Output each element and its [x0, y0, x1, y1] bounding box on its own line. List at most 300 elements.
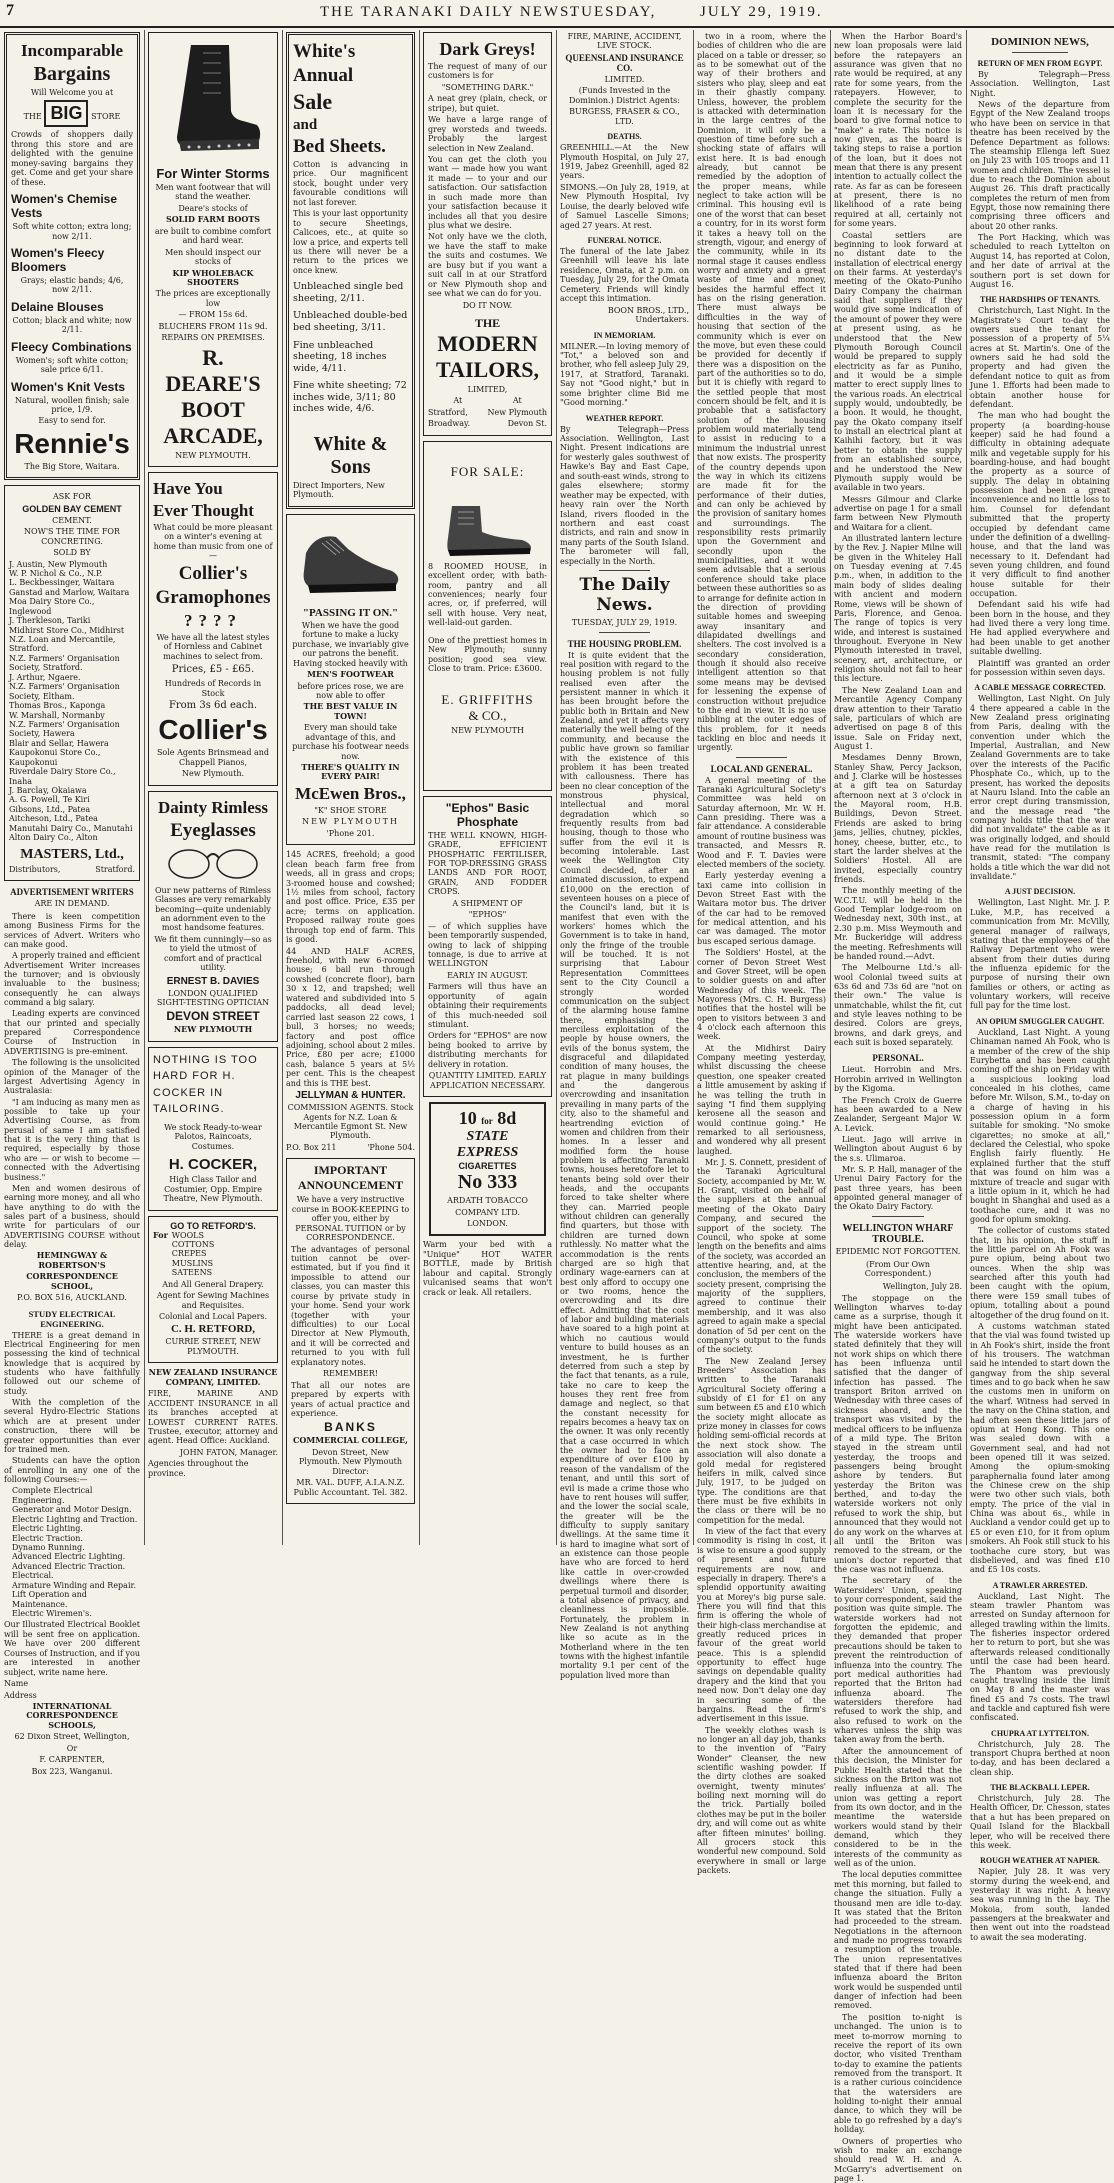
ics-footer: INTERNATIONAL CORRESPONDENCE SCHOOLS, — [26, 1700, 118, 1730]
ephos-advert — [423, 796, 552, 1097]
mcewen-text: Every man should take advantage of this, and purchase his footwear needs now. — [292, 723, 409, 761]
news-paragraph: The position to-night is unchanged. The union is to meet to-morrow morning to receive the report of its own doctor, who visited Trentham to-day to examine the patients removed from the transport. It is a rather curious coincidence that the watersiders are holding to-night their annual dance, to which they will be able to go refreshed by a day's holiday. — [834, 2012, 962, 2135]
retford-name: C. H. RETFORD, — [170, 1323, 256, 1336]
advert-writers-article — [4, 887, 140, 1303]
ephos-shipment: A SHIPMENT OF — [452, 898, 523, 908]
news-paragraph: The weekly clothes wash is no longer an all day job, thanks to the invention of "Fairy Wonder" Cleanser, the new scientific washing powder. If the dirty clothes are soaked overnight, twenty minutes' boiling next morning will do the trick. Partially boiled clothes may be put in the boiler dry, and will come out as white after fifteen minutes' boiling. All grocers stock this wonderful new compound. Sold everywhere in small or large packets. — [697, 1725, 826, 1875]
griffiths-item: One of the prettiest homes in New Plymouth; sunny position; good sea view. Close to tram. Price: £3600. — [428, 635, 547, 674]
mcewen-product: MEN'S FOOTWEAR — [307, 669, 394, 680]
article-close: Our Illustrated Electrical Booklet will be sent free on application. We have over 200 different Courses of Instruction, and if you are interested in another subject, write name here. — [4, 1620, 140, 1677]
retford-item: COTTONS — [171, 1239, 215, 1249]
rennie-item-text: Natural, woollen finish; sale price, 1/9. — [14, 395, 130, 414]
column-rule — [282, 30, 283, 1545]
column-2 — [148, 30, 278, 1545]
white-text: Cotton is advancing in price. Our magnificent stock, bought under very favourable conditions will not last forever. — [293, 160, 408, 207]
course-item: Electrical. — [12, 1571, 54, 1581]
news-paragraph: The man who had bought the property (a boarding-house keeper) said he had found a difficulty in obtaining adequate milk and vegetable supply for his boarding-house, and had bought the property as a source of supply. The delay in obtaining possession had been a great inconvenience and no little loss to him. Counsel for defendant submitted that the property occupied by defendant came under the definition of a dwelling-house, and that the land was necessary to it. Defendant had seven young children, and found it very difficult to find another house suitable for their occupation. — [970, 411, 1110, 599]
jellyman-phone: 'Phone 504. — [367, 1142, 415, 1152]
personal-heading: PERSONAL. — [872, 1053, 924, 1064]
rennie-item-text: Women's; soft white cotton; sale price 6/11. — [15, 355, 129, 375]
divider — [736, 757, 788, 758]
colliers-prices: Prices, £5 - £65. — [171, 664, 255, 676]
colliers-product: Gramophones — [155, 586, 271, 608]
mcewen-passing: "PASSING IT ON." — [302, 606, 399, 619]
state-express-advert — [429, 1102, 546, 1236]
white-title: Sale — [293, 89, 333, 114]
retford-advert — [148, 1216, 278, 1364]
retford-item: WOOLS — [171, 1230, 204, 1240]
eyeglasses-illustration — [163, 846, 263, 882]
mcewen-best: THE BEST VALUE IN TOWN! — [303, 701, 398, 721]
agent-item: J. Barclay, Okaiawa — [9, 786, 87, 795]
news-paragraph: Wellington, Last Night. On July 4 there appeared a cable in the New Zealand press originating from Paris, dealing with the convention under which the Imperial, Australian, and New Zealand Governments are to take over the interests of the Pacific Phosphate Co., which, up to the present, has worked the deposits at Nauru Island. Into the cable an error crept during transmission, and the message read "the company holds title that the war did not invalidate" the cable as it was originally lodged, and should have read for the mutilation is transmit, stated: "The company holds a title which the war did not invalidate." — [970, 694, 1110, 882]
section-heading: A TRAWLER ARRESTED. — [992, 1580, 1088, 1590]
white-price: Fine white sheeting; 72 inches wide, 3/11; 80 inches wide, 4/6. — [293, 380, 407, 415]
article-subtitle: ARE IN DEMAND. — [34, 899, 110, 909]
course-item: Generator and Motor Design. — [12, 1505, 132, 1515]
article-paragraph: Students can have the option of enrolling in any one of the following Courses:— — [4, 1456, 140, 1484]
column-6 — [697, 30, 826, 1875]
white-price: Unbleached single bed sheeting, 2/11. — [293, 281, 404, 304]
cocker-text: We stock Ready-to-wear Palotos, Raincoats, Costumes. — [164, 1122, 262, 1151]
retford-for: For — [153, 1229, 168, 1240]
personal-item: Lieut. Horrobin and Mrs. Horrobin arrived in Wellington by the Kigoma. — [834, 1065, 962, 1094]
agent-item: N.Z. Farmers' Organisation Society, Stratford. — [9, 653, 120, 673]
mcewen-shop: "K" SHOE STORE — [314, 805, 387, 815]
jellyman-po: P.O. Box 211 — [286, 1142, 337, 1152]
insurance-text: FIRE, MARINE AND ACCIDENT INSURANCE in all its branches accepted at LOWEST CURRENT RATES. Trustee, executor, attorney and agent. Head Office: Auckland. — [148, 1389, 278, 1446]
cig-price-1: 10 — [458, 1108, 477, 1129]
editorial-paragraph: It is quite evident that the real position with regard to the housing problem is not fully realised even after the persistent manner in which it has been brought before the public both in Britain and New Zealand, and yet it affects very materially the well being of the community, and because the public have grown so familiar with the existence of this problem it has been treated with callousness. There has been no clear conception of the monstrous physical, intellectual and moral degradation which so frequently results from bad housing, though to those who suffer from the evil it is becoming intolerable. Last week the Wellington City Council decided, after an animated discussion, to expend £10,000 on the erection of seventeen houses on a piece of the Council's land, but it is manifest that even with the workers' homes which the Government is to take in hand, only the fringe of the trouble will be touched. It is not surprising that Labour Representation Committees sent to the City Council a strongly worded communication on the subject of the alarming house famine there, emphasising the merciless exploitation of the people by house owners, the evils of the bonus system, the disgraceful and dilapidated condition of many houses, the rat plague in many buildings and the dangerous overcrowding and insanitation prevailing in many parts of the city, also to the shameful and heartrending eviction of women and children from their homes. In a lesser and modified form the house problem is affecting Taranaki towns, houses heretofore let to tenants being sold over their heads, and the occupants forced to take shelter where they can. Married people without children can generally find quarters, but those with children are turned down ruthlessly. No matter what the accommodation is the rents charged are so high that ordinary wage-earners can at best only afford to occupy one or two rooms, hence the overcrowding and its dire effect. Admitting that the cost of labor and building materials have soared to a high point at which no cautious would venture to build houses as an investment, he is further deterred from such a step by the fact that tenants, as a rule, take no care to keep the houses they rent free from damage and neglect, so that the constant necessity for repairs becomes a heavy tax on the owner. It was only recently that a case occurred in which the owner had to face an expenditure of over £100 by reason of the vandalism of the tenant, and until this sort of evil is made a crime those who have to rent houses will suffer, and the lower the social scale, the greater will be the difficulty to supply sanitary dwellings. At the same time it is hard to imagine what sort of an existence can those people have who are forced to herd like cattle in over-crowded dwellings where there is perpetual turmoil and disorder, a total absence of privacy, and cleanliness is impossible. Fortunately, the problem in New Zealand is not anything like so acute as in the Motherland where in the ten towns with the highest infantile mortality 9.1 per cent of the population lived more than — [560, 650, 689, 1680]
editorial-heading: THE HOUSING PROBLEM. — [567, 638, 682, 649]
agent-item: Ganstad and Marlow, Waitara — [9, 587, 130, 597]
column-7 — [834, 30, 962, 2183]
white-price: Unbleached double-bed bed sheeting, 3/11. — [293, 310, 408, 333]
school-address: P.O. BOX 516, AUCKLAND. — [17, 1293, 127, 1303]
deaths-list — [560, 143, 689, 230]
white-title: Annual — [293, 65, 354, 86]
banks-director: MR. VAL. DUFF, A.I.A.N.Z. Public Accountant. Tel. 382. — [293, 1478, 408, 1497]
modern-title: Dark Greys! — [439, 39, 536, 59]
masters-agent-list — [9, 560, 135, 843]
deaths-heading: DEATHS. — [607, 132, 642, 142]
column-3 — [286, 30, 415, 1545]
agent-item: J. Therkleson, Tariki — [9, 616, 91, 626]
memoriam-heading: IN MEMORIAM. — [593, 330, 656, 340]
section-heading: ROUGH WEATHER AT NAPIER. — [980, 1856, 1100, 1866]
agent-item: Gibsons, Ltd., Patea — [9, 804, 91, 814]
davies-street: DEVON STREET — [166, 1009, 260, 1024]
jellyman-name: JELLYMAN & HUNTER. — [295, 1090, 406, 1102]
retford-address: CURRIE STREET, NEW PLYMOUTH. — [165, 1337, 261, 1356]
agent-item: Blair and Sellar, Hawera — [9, 738, 109, 748]
dominion-news-body — [970, 59, 1110, 1942]
rennie-item-title: Women's Chemise Vests — [11, 192, 117, 221]
modern-loc: Broadway. — [428, 419, 471, 429]
deare-name: BOOT — [181, 396, 245, 422]
news-paragraph: The New Zealand Jersey Breeders' Association has written to the Taranaki Agricultural Society offering a subsidy of £1 for £1 on any sum between £5 and £10 which the society might allocate as prize money in classes for cows holding semi-official records at the next stock show. The association will also donate a gold medal for registered heifers in milk, calved since July, 1917, to be judged on type. The conditions are that there must be five exhibits in the class or there will be no competition for the medal. — [697, 1356, 826, 1525]
article-paragraph: Men and women desirous of earning more money, and all who have anything to do with the sales part of a business, should write for particulars of our ADVERTISING COURSE without delay. — [4, 1183, 140, 1250]
column-rule — [144, 30, 145, 1545]
course-item: Electric Lighting. — [12, 1524, 83, 1534]
column-rule — [419, 30, 420, 1545]
electrical-article — [4, 1309, 140, 1776]
news-paragraph: Napier, July 28. It was very stormy during the week-end, and yesterday it was right. A heavy sea was running in the bay. The Mokoia, from south, landed passengers at the breakwater and then went out into the roadstead to await the sea moderating. — [970, 1867, 1110, 1942]
news-paragraph: Plaintiff was granted an order for possession within seven days. — [970, 658, 1110, 677]
masters-time: NOW'S THE TIME FOR CONCRETING. — [24, 527, 120, 546]
davies-name: ERNEST B. DAVIES — [166, 975, 260, 987]
divider — [1012, 52, 1068, 53]
big-store-big: BIG — [44, 100, 88, 127]
deare-product: KIP WHOLEBACK SHOOTERS — [172, 267, 254, 287]
funeral-notice: The funeral of the late Jabez Greenhill will leave his late residence, Omata, at 2 p.m. on Tuesday, July 29, for the Omata Cemetery. Friends will kindly accept this intimation. — [560, 247, 689, 304]
weather-report: By Telegraph—Press Association. Wellington, Last Night. Present indications are for westerly gales southwest of Hawke's Bay and East Cape, and south-east winds, strong to gales elsewhere; stormy weather may be expected, with heavy rain over the North Island, rivers flooded in the northern and east coast districts, and rain and snow in many parts of the South Island. The barometer will fall, especially in the North. — [560, 424, 689, 566]
mcewen-quality: THERE'S QUALITY IN EVERY PAIR! — [301, 762, 400, 782]
cocker-name: H. COCKER, — [168, 1156, 258, 1174]
colliers-text: What could be more pleasant on a winter's evening at home than music from one of— — [153, 523, 273, 561]
modern-loc-row — [428, 408, 547, 417]
name-label: Name — [4, 1679, 29, 1689]
news-paragraph: Mr. J. S. Connett, president of the Taranaki Agricultural Society, accompanied by Mr. W. H. Grant, visited on behalf of the suppliers at the annual meeting of the Okato Dairy Company, and secured the support of the society. The Council, who spoke at some length on the benefits and aims of the society, was accorded an attentive hearing, and, at the conclusion, the members of the society present, comprising the majority of the suppliers, agreed to continue their membership, and it was also agreed to again make a special donation of 5d per cent on the company's output to the funds of the society. — [697, 1158, 826, 1355]
column-5 — [560, 30, 689, 1680]
jellyman-advert — [286, 850, 415, 1152]
course-item: Electric Traction. — [12, 1533, 83, 1543]
news-paragraph: Owners of properties who wish to make an exchange should read W. H. and A. McGarry's advertisement on page 1. — [834, 2136, 962, 2183]
death-notice: GREENHILL.—At the New Plymouth Hospital, on July 27, 1919, Jabez Greenhill, aged 82 years. — [560, 143, 689, 181]
masters-sub-left: Distributors, — [9, 864, 61, 874]
course-item: Armature Winding and Repair. — [12, 1580, 136, 1590]
queensland-funds: (Funds Invested in the Dominion.) District Agents: — [569, 86, 680, 105]
griffiths-name: E. GRIFFITHS — [441, 691, 534, 707]
rennie-item-text: Cotton; black and white; now 2/11. — [12, 315, 132, 335]
retford-item: MUSLINS — [171, 1258, 214, 1268]
colliers-title: Ever Thought — [153, 501, 254, 520]
personal-item: The French Croix de Guerre has been awarded to a New Zealander, Sergeant Major W. A. Levick. — [834, 1095, 962, 1133]
masthead — [0, 0, 1114, 28]
course-item: Advanced Electric Lighting. — [12, 1552, 126, 1562]
news-paragraph: Early yesterday evening a taxi came into collision in Devon Street East with the Waitara motor bus. The driver of the car had to be removed for medical attention, and his car was damaged. The motor bus escaped serious damage. — [697, 871, 826, 946]
davies-town: NEW PLYMOUTH — [173, 1024, 253, 1035]
deare-town: NEW PLYMOUTH. — [175, 450, 251, 460]
mcewen-town: NEW PLYMOUTH — [302, 817, 399, 827]
insurance-title: NEW ZEALAND INSURANCE COMPANY, LIMITED. — [148, 1367, 278, 1387]
ephos-text: QUANTITY LIMITED. EARLY APPLICATION NECESSARY. — [428, 1071, 547, 1090]
agent-item: N.Z. Farmers' Organisation Society, Hawera — [9, 719, 120, 739]
agent-item: Alton Dairy Co., Alton — [9, 833, 98, 843]
rennie-headline-2: Bargains — [33, 63, 111, 85]
mcewen-name: McEwen Bros., — [295, 783, 406, 803]
masters-sub — [9, 865, 135, 874]
agent-item: W. Marshall, Normanby — [9, 710, 105, 720]
ephos-text: Farmers will thus have an opportunity of again obtaining their requirements of this much-needed soil stimulant. — [428, 982, 547, 1029]
news-paragraph: Mesdames Denny Brown, Stanley Shaw, Percy Jackson, and J. Clarke will be hostesses at a gift tea on Saturday afternoon next at 3 o'clock in the Mayoral room, H.B. Buildings, Devon Street. Friends are asked to bring jams, jellies, chutney, pickles, honey, cheese, butter, etc., to start the larder shelves at the Soldiers' Hostel. All are invited, especially country friends. — [834, 753, 962, 884]
news-paragraph: Wellington, Last Night. Mr. J. P. Luke, M.P., has received a communication from Mr. McVilly, general manager of railways, stating that the employees of the Railway Department who were absent from their duties during the influenza epidemic for the purpose of nursing their own families or others, or acting as voluntary workers, will receive full pay for the time lost. — [970, 898, 1110, 1011]
wharf-subheading: EPIDEMIC NOT FORGOTTEN. — [835, 1246, 961, 1256]
colliers-text: We have all the latest styles of Hornless and Cabinet machines to select from. — [156, 632, 270, 661]
editorial-continuation — [697, 32, 826, 753]
deare-title: For Winter Storms — [156, 166, 270, 181]
section-heading: THE BLACKBALL LEPER. — [990, 1783, 1090, 1793]
griffiths-item: 8 ROOMED HOUSE, in excellent order, with bath-room, pantry and all conveniences; nearly four acres, or, if preferred, will sell with house. Very neat, well-laid-out garden. — [428, 561, 547, 628]
nz-insurance-advert — [148, 1368, 278, 1478]
local-general-heading: LOCAL AND GENERAL. — [710, 763, 813, 774]
deare-line: Men should inspect our stocks of — [165, 247, 261, 267]
agent-item: Manutahi Dairy Co., Manutahi — [9, 823, 133, 833]
agent-item: J. Arthur, Ngaere. — [9, 672, 81, 682]
masters-ask: ASK FOR — [53, 492, 91, 502]
colliers-product: Collier's — [178, 562, 248, 584]
column-rule — [693, 30, 694, 1545]
big-store-word: STORE — [91, 112, 121, 122]
colliers-name: Collier's — [158, 714, 268, 746]
dominion-news-heading: DOMINION NEWS, — [991, 36, 1089, 48]
banks-title: ANNOUNCEMENT — [297, 1178, 404, 1193]
masters-product: GOLDEN BAY CEMENT — [22, 503, 122, 514]
modern-loc: Devon St. — [507, 419, 547, 429]
white-title: and — [293, 117, 318, 133]
davies-advert — [148, 791, 278, 1042]
rennie-name: Rennie's — [14, 427, 130, 459]
ics-footer: 62 Dixon Street, Wellington, — [14, 1732, 130, 1742]
mcewen-advert — [286, 514, 415, 845]
masters-sold-by: SOLD BY — [53, 548, 91, 558]
news-paragraph: The Port Hacking, which was scheduled to reach Lyttelton on August 14, has reported at Colon, and her date of arrival at the southern port is set down for August 16. — [970, 233, 1110, 289]
news-paragraph: Messrs Gilmour and Clarke advertise on page 1 for a small farm between New Plymouth and Waitara for a client. — [834, 494, 962, 532]
rennie-item-text: Soft white cotton; extra long; now 2/11. — [12, 222, 132, 241]
retford-item: SATEENS — [171, 1268, 213, 1278]
article-paragraph: A properly trained and efficient Advertisement Writer increases the turnover; and is obviously invaluable to the business; consequently he can always command a big salary. — [4, 951, 141, 1008]
jellyman-contact — [286, 1143, 415, 1152]
news-paragraph: Defendant said his wife had been born in the house, and they had lived there a very long time. He had applied everywhere and had been unable to get another suitable dwelling. — [970, 600, 1110, 657]
article-title: STUDY ELECTRICAL ENGINEERING. — [28, 1308, 116, 1329]
davies-qual: LONDON QUALIFIED SIGHT-TESTING OPTICIAN — [156, 988, 270, 1007]
section-heading: THE HARDSHIPS OF TENANTS. — [979, 295, 1101, 305]
ephos-shipment: "EPHOS" — [468, 910, 507, 920]
agent-item: Midhirst Store Co., Midhirst — [9, 625, 125, 635]
masters-name: MASTERS, Ltd., — [20, 846, 124, 862]
editorial-date: TUESDAY, JULY 29, 1919. — [571, 618, 678, 628]
news-paragraph: The monthly meeting of the W.C.T.U. will be held in the Good Templar lodge-room on Wednesday next, 30th inst., at 2.30 p.m. Miss Weymouth and Mr. Buckeridge will address the meeting. Refreshments will be handed round.—Advt. — [834, 886, 962, 961]
griffiths-for-sale: FOR SALE: — [450, 463, 525, 479]
modern-limited: LIMITED, — [467, 384, 508, 394]
news-paragraph: A customs watchman stated that the vial was found twisted up in Ah Fook's shirt, inside the front of his trousers. The watchman said he intended to start down the gangway from the ship several times and to go back when he saw the customs men in uniform on the wharf. Witness had served in the navy on the China station, and had often seen these little jars of opium at Hong Kong. This one was sealed down with a Government seal, and had not been opened till it was seized. Among the opium-smoking paraphernalia found later among the Chinese crew on the ship were two other such vials, both empty. The price of the vial in China was about 6s., while in Auckland a vendor could get up to £5 or even £10, for it from opium smokers. Ah Fook still stuck to his toothache cure story, but was disbelieved, and was fined £10 and £5 10s costs. — [970, 1321, 1110, 1575]
agent-item: L. Beckbessinger, Waitara — [9, 578, 115, 588]
mcewen-text: before prices rose, we are now able to offer — [297, 681, 404, 700]
rennie-item-title: Women's Knit Vests — [11, 379, 125, 394]
section-heading: CHUPRA AT LYTTELTON. — [991, 1728, 1089, 1738]
course-item: Electric Lighting and Traction. — [12, 1514, 138, 1524]
column-8 — [970, 30, 1110, 1942]
modern-text: A neat grey (plain, check, or stripe), but quiet. — [428, 94, 547, 113]
news-paragraph: A general meeting of the Taranaki Agricultural Society's Committee was held on Saturday afternoon, Mr. W. H. Cann presiding. There was a fair attendance. A considerable amount of routine business was transacted, and Messrs R. Wood and F. T. Davies were elected members of the society. — [697, 775, 826, 869]
mcewen-text: When we have the good fortune to make a lucky purchase, we invariably give our patrons the benefit. Having stocked heavily with — [292, 620, 409, 668]
news-paragraph: The Soldiers' Hostel, at the corner of Devon Street West and Gover Street, will be open to soldier guests on and after Wednesday of this week. The Mayoress (Mrs. C. H. Burgess) notifies that the hostel will be open to visitors between 3 and 4 o'clock each afternoon this week. — [697, 948, 826, 1042]
banks-title: IMPORTANT — [313, 1163, 388, 1178]
ephos-text: Orders for "EPHOS" are now being booked to arrive by distributing merchants for delivery in rotation. — [428, 1031, 547, 1069]
rennie-advert — [4, 32, 140, 480]
funeral-sign: BOON BROS., LTD., Undertakers. — [607, 305, 689, 325]
section-heading: A CABLE MESSAGE CORRECTED. — [974, 683, 1106, 693]
news-paragraph: Auckland, Last Night. A young Chinaman named Ah Fook, who is a member of the crew of the ship Eurybetta and has been caught coming off the ship on Friday with a suspicious looking load concealed in his clothes, came before Mr. Wilson, S.M., to-day on a charge of having in his possession opium in a form suitable for smoking. "No smoke cigarettes; no smoke at all," declared the Celestial, who spoke English fairly fluently. He explained further that the stuff that was found on him was a mixture of treacle and sugar with a little opium in it, which he had bought in Shanghai and used as a toothache cure, and it was no good for opium smoking. — [970, 1027, 1110, 1224]
modern-name: TAILORS, — [436, 356, 539, 382]
divider — [872, 1216, 923, 1217]
jellyman-item: 44 AND HALF ACRES, freehold, with new 6-roomed house; 6 bail run through cowshed (concrete floor), barn 30 x 12, and trapshed; well watered and subdivided into 5 paddocks, all dead level; carried last season 22 cows, 1 bull, 3 horses; no weeds; factory and post office adjoining, school about 2 miles. Price, £80 per acre; £1000 cash, balance 5 years at 5½ per cent. This is the cheapest and this is THE best. — [286, 946, 415, 1088]
wharf-dateline: Wellington, July 28. — [882, 1282, 962, 1292]
rennie-item-title: Women's Fleecy Bloomers — [11, 245, 105, 274]
divider — [599, 632, 651, 633]
banks-address: Devon Street, New Plymouth. New Plymouth Director: — [299, 1447, 402, 1476]
rennie-easy: Easy to send for. — [38, 416, 106, 426]
modern-text: Not only have we the cloth, we have the staff to make the suits and costumes. We are busy but if you want a suit call in at our Stratford or New Plymouth shop and see what we can do for you. — [428, 232, 547, 299]
course-item: Complete Electrical Engineering. — [12, 1486, 93, 1505]
modern-at-row — [428, 396, 547, 405]
banks-text: The advantages of personal tuition cannot be over-estimated, but if you find it impossible to attend our classes, you can master this course by private study in your home. Send your work (together with your difficulties) to our Local Director at New Plymouth, and it will be corrected and returned to you with full explanatory notes. — [291, 1244, 410, 1367]
shoe-illustration — [296, 523, 406, 603]
masters-sub-right: Stratford. — [95, 864, 135, 874]
modern-text: The request of many of our customers is for — [428, 62, 547, 81]
modern-at: At — [453, 396, 463, 406]
retford-item: CREPES — [171, 1249, 207, 1259]
memoriam-notice: MILNER.—In loving memory of "Tot," a beloved son and brother, who fell asleep July 29, 1917, at Stratford, Taranaki. Say not "Good night," but in some brighter clime Bid me "Good morning." — [560, 341, 689, 408]
deare-line: BLUCHERS FROM 11s 9d. — [158, 321, 268, 331]
queensland-limited: LIMITED. — [604, 74, 645, 84]
masters-cement: CEMENT. — [52, 515, 92, 525]
nameplate: The Daily News. — [579, 575, 670, 616]
agent-item: W. P. Nichol & Co., N.P. — [9, 568, 103, 578]
colliers-title: Have You — [153, 479, 223, 498]
article-title: ADVERTISEMENT WRITERS — [10, 887, 134, 898]
boot-illustration — [438, 498, 538, 558]
white-price: Fine unbleached sheeting, 18 inches wide, 4/11. — [293, 339, 387, 374]
agent-item: Kaupokonui Store Co., Kaupokonui — [9, 748, 101, 767]
deare-name: ARCADE, — [163, 422, 263, 448]
white-sons-advert — [286, 32, 415, 509]
white-sub: Direct Importers, New Plymouth. — [293, 481, 385, 500]
weather-heading: WEATHER REPORT. — [585, 413, 664, 423]
modern-name: MODERN — [437, 330, 538, 356]
rennie-intro: Crowds of shoppers daily throng this store and are delighted with the genuine money-saving bargains they get. Come and get your share of these. — [11, 130, 133, 187]
page-number: 7 — [6, 2, 14, 19]
cig-maker: COMPANY LTD. — [455, 1207, 520, 1217]
banks-remember: REMEMBER! — [322, 1369, 379, 1379]
article-paragraph: "I am inducing as many men as possible to take up your Advertising Course, as from perusal of same I am satisfied that it is the very thing that is required, especially by those who are — or wish to become — connected with the Advertising business." — [4, 1097, 140, 1182]
address-label: Address — [4, 1690, 37, 1700]
news-paragraph: Christchurch, July 28. The transport Chupra berthed at noon to-day, and has been declared a clean ship. — [970, 1739, 1110, 1777]
news-paragraph: Auckland, Last Night. The steam trawler Phantom was arrested on Sunday afternoon for alleged trawling within the limits. The fisheries inspector ordered her to return to port, but she was afterwards released conditionally until the case had been heard. The Phantom was previously caught trawling inside the limit on May 8 and the master was fined £5 and 7s costs. The trawl and tackle and captured fish were confiscated. — [970, 1591, 1110, 1723]
cocker-text: NOTHING IS TOO HARD FOR H. COCKER IN TAILORING. — [153, 1053, 258, 1116]
news-paragraph: The secretary of the Watersiders' Union, speaking to your correspondent, said the position was quite simple. The waterside workers had not forgotten the epidemic, and they demanded that proper precautions should be taken to prevent the reintroduction of influenza into the country. The port medical authorities had reported that the Briton had influenza aboard. The watersiders therefore had refused to work the ship, and also refused to work on the wharves unless the ship was taken away from the berth. — [834, 1576, 962, 1745]
agent-item: A. G. Powell, Te Kiri — [9, 795, 90, 805]
deare-advert — [148, 32, 278, 467]
agent-item: Aitcheson, Ltd., Patea — [9, 814, 98, 824]
column-1 — [4, 30, 141, 1776]
modern-tailors-advert — [423, 32, 552, 436]
death-notice: SIMONS.—On July 28, 1919, at New Plymouth Hospital, Ivy Louise, the dearly beloved wife of Samuel Lascelle Simons; aged 27 years. At rest. — [560, 182, 689, 230]
ephos-early: EARLY IN AUGUST. — [447, 970, 528, 980]
agent-item: N.Z. Farmers' Organisation Society, Eltham. — [9, 682, 120, 701]
funeral-heading: FUNERAL NOTICE. — [587, 236, 662, 245]
local-general-body — [697, 776, 826, 1876]
rennie-item-title: Fleecy Combinations — [11, 339, 132, 354]
cocker-sub: High Class Tailor and Costumier, Opp. Empire Theatre, New Plymouth. — [163, 1175, 263, 1204]
section-heading: RETURN OF MEN FROM EGYPT. — [977, 59, 1103, 68]
modern-quote: "SOMETHING DARK." — [441, 82, 534, 92]
editorial-body — [560, 651, 689, 1681]
cig-price-for: for — [481, 1116, 493, 1127]
article-paragraph: With the completion of the several Hydro-Electric Stations which are at present under construction, there will be greater opportunities than ever for trained men. — [4, 1398, 140, 1454]
white-name: White & Sons — [313, 433, 388, 479]
cig-number: No 333 — [457, 1171, 518, 1194]
divider — [599, 570, 651, 571]
newspaper-title: THE TARANAKI DAILY NEWS. — [320, 4, 577, 20]
griffiths-town: NEW PLYMOUTH — [451, 725, 524, 735]
modern-do-it: DO IT NOW. — [462, 300, 513, 310]
cocker-advert — [148, 1047, 278, 1211]
davies-text: We fit them cunningly—so as to yield the utmost of comfort and of practical utility. — [154, 934, 272, 973]
wharf-body — [834, 1294, 962, 2183]
personal-item: Lieut. Jago will arrive in Wellington about August 6 by the s.s. Ulimaroa. — [834, 1134, 962, 1163]
deare-line: Deare's stocks of — [178, 203, 248, 213]
modern-name: THE — [474, 315, 501, 330]
rennie-item-text: Grays; elastic bands; 4/6, now 2/11. — [20, 275, 124, 295]
column-rule — [966, 30, 967, 1545]
rennie-item-title: Delaine Blouses — [11, 299, 104, 314]
cig-maker: ARDATH TOBACCO — [447, 1196, 528, 1206]
ics-footer: Box 223, Wanganui. — [31, 1766, 113, 1776]
news-paragraph: In view of the fact that every commodity is rising in cost, it is wise to ensure a good supply of present and future requirements are now, and especially in drapery. There's a splendid opportunity awaiting you at Morey's big purse sale. There you will find that this firm is offering the whole of their high-class merchandise at greatly reduced prices in favour of the great world peace. This is a splendid opportunity to effect huge savings on dependable quality drapery and the kind that you need now. Don't delay one day in securing some of the bargains. Read the firm's advertisement in this issue. — [697, 1527, 826, 1724]
column-rule — [556, 30, 557, 1545]
deare-line: REPAIRS ON PREMISES. — [161, 333, 265, 343]
deare-lead: Men want footwear that will stand the weather. — [155, 183, 271, 202]
queensland-top: FIRE, MARINE, ACCIDENT, LIVE STOCK. — [567, 32, 682, 51]
issue-date: JULY 29, 1919. — [700, 4, 823, 20]
news-items — [834, 32, 962, 1047]
news-paragraph: The local deputies committee met this morning, but failed to change the situation. Fully a thousand men are idle to-day. It was stated that the Briton had proceeded to the stream. Negotiations in the afternoon and made no progress towards a resumption of the trouble. The union representatives stated that if there had been influenza aboard the Briton work would be suspended until danger of infection had been removed. — [834, 1870, 962, 2011]
cig-brand-2: EXPRESS — [456, 1145, 519, 1161]
news-paragraph: The collector of customs stated that, in his opinion, the stuff in the little parcel on Ah Fook was pure opium, being about two ounces. When the ship was searched after this youth had been caught with the opium, there were 159 small tubes of opium, totalling about a pound altogether of the drug found on it. — [970, 1226, 1110, 1320]
cig-product: CIGARETTES — [458, 1161, 517, 1172]
griffiths-advert — [423, 441, 552, 791]
news-paragraph: An illustrated lantern lecture by the Rev. J. Napier Milne will be given in the Whiteley Hall on Tuesday evening at 7.45 p.m., when, in addition to the main body of slides dealing with ancient and modern Rome, views will be shown of Paris, Florence, and Genoa. The range of topics is very wide, and interest is sustained throughout. Everyone in New Plymouth interested in travel, scenery, art, architecture, or religion should not fail to hear this lecture. — [834, 534, 962, 684]
article-paragraph: There is keen competition among Business Firms for the services of Advert. Writers who can make good. — [4, 911, 140, 949]
wharf-source: (From Our Own Correspondent.) — [864, 1259, 932, 1279]
cig-price-2: 8d — [497, 1108, 517, 1129]
news-paragraph: Christchurch, July 28. The Health Officer, Dr. Chesson, states that a hut has been prepared on Quail Island for the Blackball leper, who will be received there this week. — [970, 1794, 1110, 1850]
modern-loc-row — [428, 419, 547, 428]
rennie-welcome: Will Welcome you at — [30, 88, 114, 97]
course-item: Electric Wiremen's. — [12, 1609, 92, 1619]
deare-line: — FROM 15s 6d. — [178, 310, 248, 320]
rennie-footer: The Big Store, Waitara. — [24, 461, 120, 471]
personal-body — [834, 1065, 962, 1211]
colliers-records-price: From 3s 6d each. — [168, 700, 258, 712]
hot-water-bottle-advert: Warm your bed with a "Unique" HOT WATER BOTTLE, made by British labour and capital. Strongly vulcanised seams that won't crack or leak. All retailers. — [423, 1240, 552, 1297]
agent-item: Riverdale Dairy Store Co., Inaha — [9, 767, 116, 786]
colliers-town: New Plymouth. — [181, 769, 245, 779]
course-item: Dynamo Running. — [12, 1542, 85, 1552]
issue-day: TUESDAY, — [570, 4, 657, 20]
news-paragraph: News of the departure from Egypt of the New Zealand troops who have been on service in that theatre has been received by the Defence Department as follows: The steamship Ellenga left Suez on July 23 with 105 troops and 11 women and children. The vessel is due to reach the Dominion about August 26. This draft practically completes the return of men from Egypt, those now remaining there comprising three officers and about 20 other ranks. — [970, 100, 1110, 231]
article-paragraph: THERE is a great demand in Electrical Engineering for men possessing the kind of technical knowledge that is acquired by students who have faithfully followed out our scheme of study. — [4, 1330, 140, 1396]
school-name-1: HEMINGWAY & ROBERTSON'S — [36, 1250, 108, 1270]
ics-footer: Or — [66, 1743, 78, 1753]
mcewen-phone: 'Phone 201. — [326, 828, 375, 838]
davies-title: Dainty Rimless — [157, 797, 269, 817]
course-item: Lift Operation and Maintenance. — [12, 1590, 87, 1609]
news-paragraph: The stoppage on the Wellington wharves to-day came as a surprise, though it might have been anticipated. The waterside workers have stated definitely that they will not work ships on which there has been influenza until satisfied that the danger of infection has passed. The transport Briton arrived on Wednesday with three cases of sickness aboard, and the transport was visited by the medical officers to be influenza of a mild type. The Briton stayed in the stream until yesterday, the troops and passengers being brought ashore by tenders. But yesterday the Briton was berthed, and to-day the waterside workers not only refused to work the ship, but announced that they would not do any work on the wharves at all until the Briton was removed to the stream, or the union's doctor reported that the case was not influenza. — [834, 1293, 962, 1574]
white-text: This is your last opportunity to secure Sheetings, Calicoes, etc., at quite so low a price, and experts tell us there will never be a return to the prices we once knew. — [293, 209, 408, 275]
masters-advert — [4, 485, 140, 881]
